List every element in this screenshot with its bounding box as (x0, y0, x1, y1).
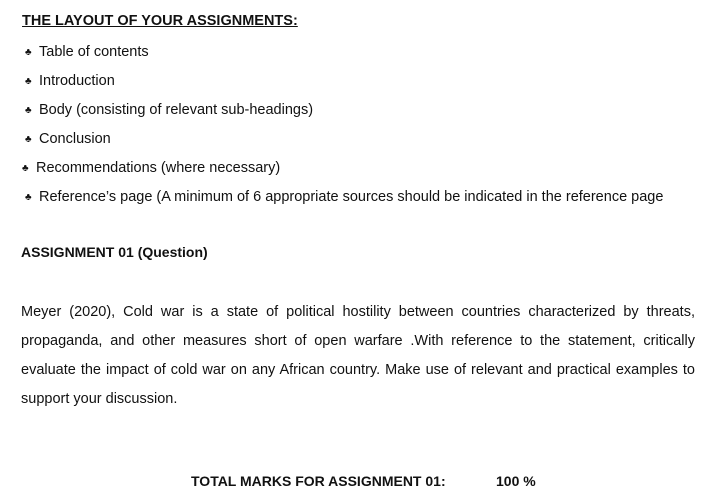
total-marks-label: TOTAL MARKS FOR ASSIGNMENT 01: (191, 473, 446, 489)
list-item-label: Reference’s page (A minimum of 6 appropriate sources should be indicated in the reference page (39, 189, 664, 205)
list-item-label: Introduction (39, 73, 115, 89)
assignment-question: Meyer (2020), Cold war is a state of political hostility between countries characterized by threats, propaganda, and other measures short of open warfare .With reference to the statement, critically evaluate the impact of cold war on any African country. Make use of relevant and practical examples to support your discussion. (21, 304, 695, 407)
club-suit-icon: ♣ (25, 47, 32, 58)
assignment-heading: ASSIGNMENT 01 (Question) (21, 244, 208, 260)
list-item-label: Recommendations (where necessary) (36, 160, 281, 176)
list-item (25, 72, 115, 91)
club-suit-icon: ♣ (25, 192, 32, 203)
total-marks-value: 100 % (496, 473, 536, 489)
list-item (22, 159, 280, 178)
club-suit-icon: ♣ (22, 163, 29, 174)
list-item-label: Table of contents (39, 44, 149, 60)
layout-title: THE LAYOUT OF YOUR ASSIGNMENTS: (22, 13, 298, 29)
list-item (25, 101, 313, 120)
list-item (25, 43, 149, 62)
list-item (25, 130, 111, 149)
club-suit-icon: ♣ (25, 105, 32, 116)
club-suit-icon: ♣ (25, 134, 32, 145)
list-item (25, 188, 663, 207)
list-item-label: Conclusion (39, 131, 111, 147)
club-suit-icon: ♣ (25, 76, 32, 87)
list-item-label: Body (consisting of relevant sub-headings) (39, 102, 314, 118)
